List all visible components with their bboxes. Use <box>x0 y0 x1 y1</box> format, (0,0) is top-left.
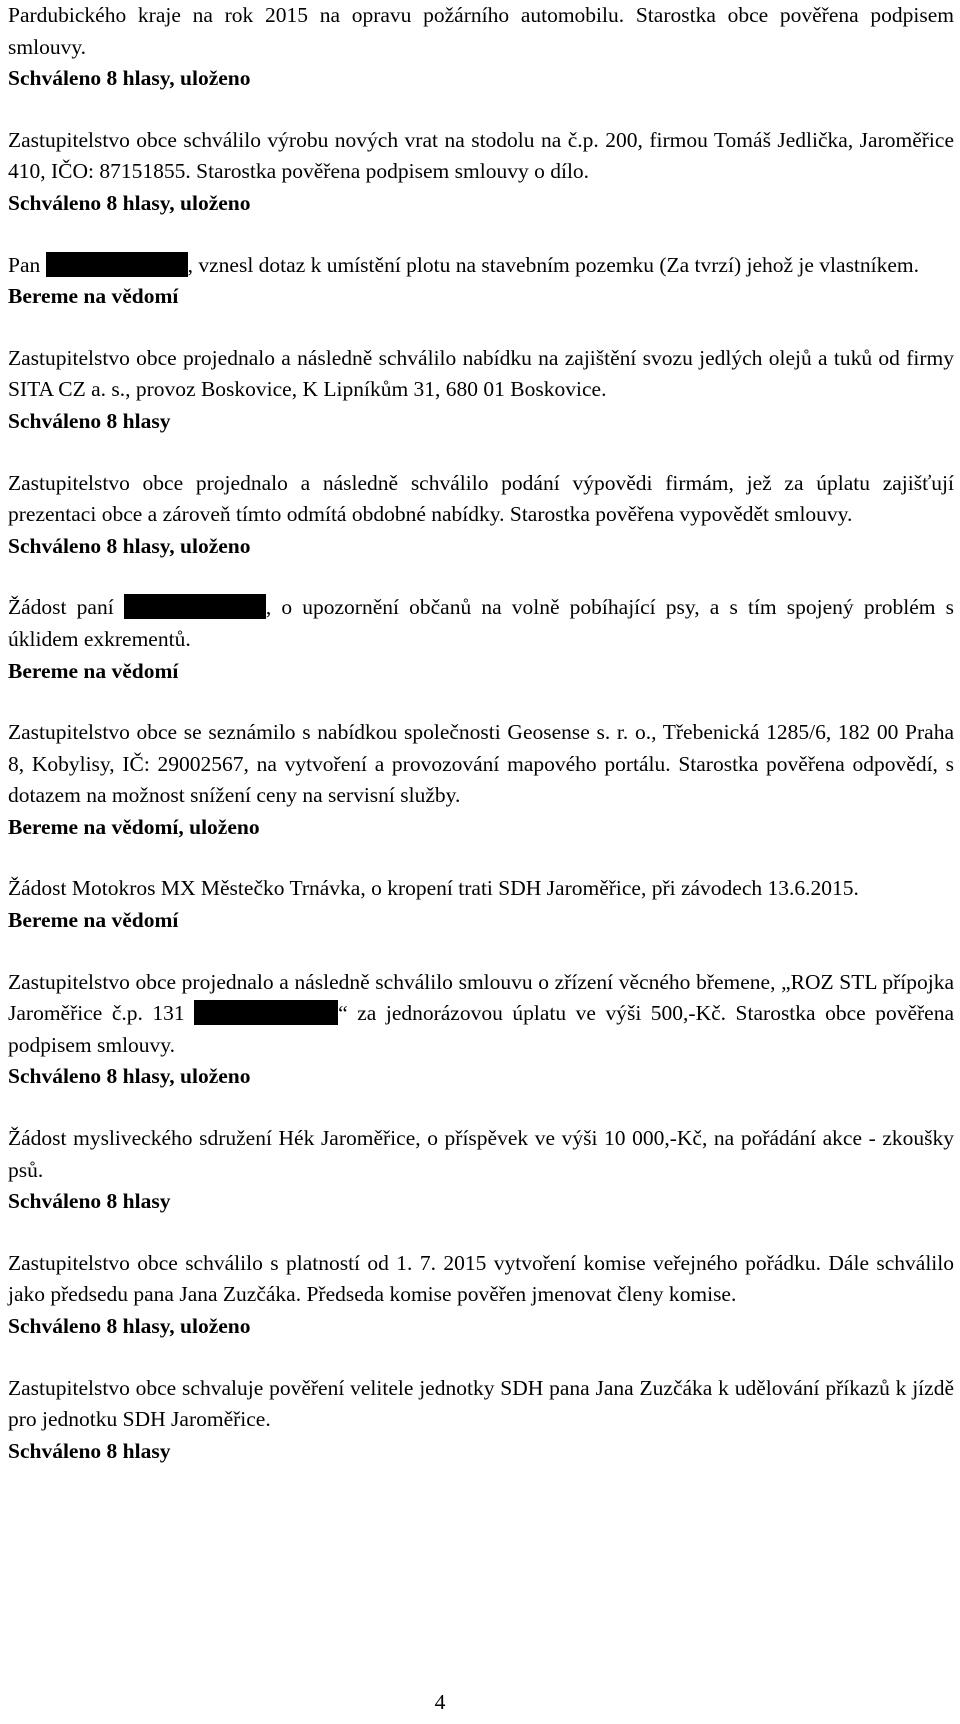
resolution-text: Schváleno 8 hlasy <box>8 408 171 433</box>
resolution-text: Schváleno 8 hlasy <box>8 1189 171 1214</box>
paragraph-motocross <box>8 873 954 936</box>
paragraph-text <box>8 592 954 655</box>
paragraph-dogs-request <box>8 592 954 687</box>
paragraph-public-order-committee <box>8 1248 954 1343</box>
document-page <box>8 0 954 1497</box>
text-before-redaction: Žádost paní <box>8 595 124 620</box>
page-number: 4 <box>434 1690 446 1714</box>
redacted-name <box>124 594 266 619</box>
paragraph-text: Zastupitelstvo obce projednalo a následně schválilo nabídku na zajištění svozu jedlých olejů a tuků od firmy SITA CZ a. s., provoz Boskovice, K Lipníkům 31, 680 01 Boskovice. <box>8 345 954 402</box>
paragraph-text: Zastupitelstvo obce schvaluje pověření velitele jednotky SDH pana Jana Zuzčáka k udělování příkazů k jízdě pro jednotku SDH Jaroměřice. <box>8 1375 954 1432</box>
paragraph-easement-contract <box>8 967 954 1093</box>
paragraph-barn-gate <box>8 125 954 220</box>
paragraph-text: Zastupitelstvo obce projednalo a následně schválilo podání výpovědi firmám, jež za úplatu zajišťují prezentaci obce a zároveň tímto odmítá obdobné nabídky. Starostka pověřena vypovědět smlouvy. <box>8 470 954 527</box>
text-before-redaction: Pan <box>8 252 46 277</box>
resolution-text: Schváleno 8 hlasy, uloženo <box>8 190 251 215</box>
resolution-text: Bereme na vědomí <box>8 658 179 683</box>
redacted-name <box>194 1000 338 1025</box>
paragraph-contract-termination <box>8 468 954 563</box>
paragraph-text: Zastupitelstvo obce se seznámilo s nabídkou společnosti Geosense s. r. o., Třebenická 1285/6, 182 00 Praha 8, Kobylisy, IČ: 29002567, na vytvoření a provozování mapového portálu. Starostka pověřena odpovědí, s dotazem na možnost snížení ceny na servisní služby. <box>8 720 954 808</box>
resolution-text: Bereme na vědomí <box>8 284 179 309</box>
paragraph-oil-collection <box>8 343 954 438</box>
paragraph-text: Zastupitelstvo obce schválilo s platností od 1. 7. 2015 vytvoření komise veřejného pořádku. Dále schválilo jako předsedu pana Jana Zuzčáka. Předseda komise pověřen jmenovat členy komise. <box>8 1250 954 1307</box>
resolution-text: Schváleno 8 hlasy, uloženo <box>8 1314 251 1338</box>
paragraph-fire-truck-repair <box>8 0 954 95</box>
text-after-redaction: , o upozornění občanů na volně pobíhající psy, a s tím spojený problém s úklidem exkrementů. <box>8 595 954 651</box>
paragraph-text: Žádost Motokros MX Městečko Trnávka, o kropení trati SDH Jaroměřice, při závodech 13.6.2015. <box>8 876 859 901</box>
paragraph-hunting-association <box>8 1123 954 1218</box>
paragraph-sdh-commander <box>8 1373 954 1468</box>
resolution-text: Schváleno 8 hlasy, uloženo <box>8 66 251 91</box>
paragraph-text <box>8 967 954 1062</box>
paragraph-map-portal <box>8 717 954 843</box>
text-before-redaction: Zastupitelstvo obce projednalo a následně schválilo smlouvu o zřízení věcného břemene, „ROZ STL přípojka Jaroměřice č.p. 131 <box>8 969 954 1026</box>
text-after-redaction: “ za jednorázovou úplatu ve výši 500,-Kč. Starostka obce pověřena podpisem smlouvy. <box>8 1001 954 1057</box>
paragraph-text <box>8 250 954 282</box>
redacted-name <box>46 252 188 277</box>
paragraph-text: Pardubického kraje na rok 2015 na opravu požárního automobilu. Starostka obce pověřena podpisem smlouvy. <box>8 3 954 59</box>
text-after-redaction: , vznesl dotaz k umístění plotu na stavebním pozemku (Za tvrzí) jehož je vlastníkem. <box>187 252 920 277</box>
paragraph-text: Zastupitelstvo obce schválilo výrobu nových vrat na stodolu na č.p. 200, firmou Tomáš Jedlička, Jaroměřice 410, IČO: 87151855. Starostka pověřena podpisem smlouvy o dílo. <box>8 127 954 184</box>
paragraph-text: Žádost mysliveckého sdružení Hék Jaroměřice, o příspěvek ve výši 10 000,-Kč, na pořádání akce - zkoušky psů. <box>8 1126 954 1182</box>
resolution-text: Schváleno 8 hlasy, uloženo <box>8 1064 251 1089</box>
paragraph-fence-query <box>8 250 954 313</box>
resolution-text: Bereme na vědomí, uloženo <box>8 814 260 839</box>
resolution-text: Bereme na vědomí <box>8 908 179 933</box>
resolution-text: Schváleno 8 hlasy, uloženo <box>8 533 251 558</box>
resolution-text: Schváleno 8 hlasy <box>8 1438 171 1463</box>
